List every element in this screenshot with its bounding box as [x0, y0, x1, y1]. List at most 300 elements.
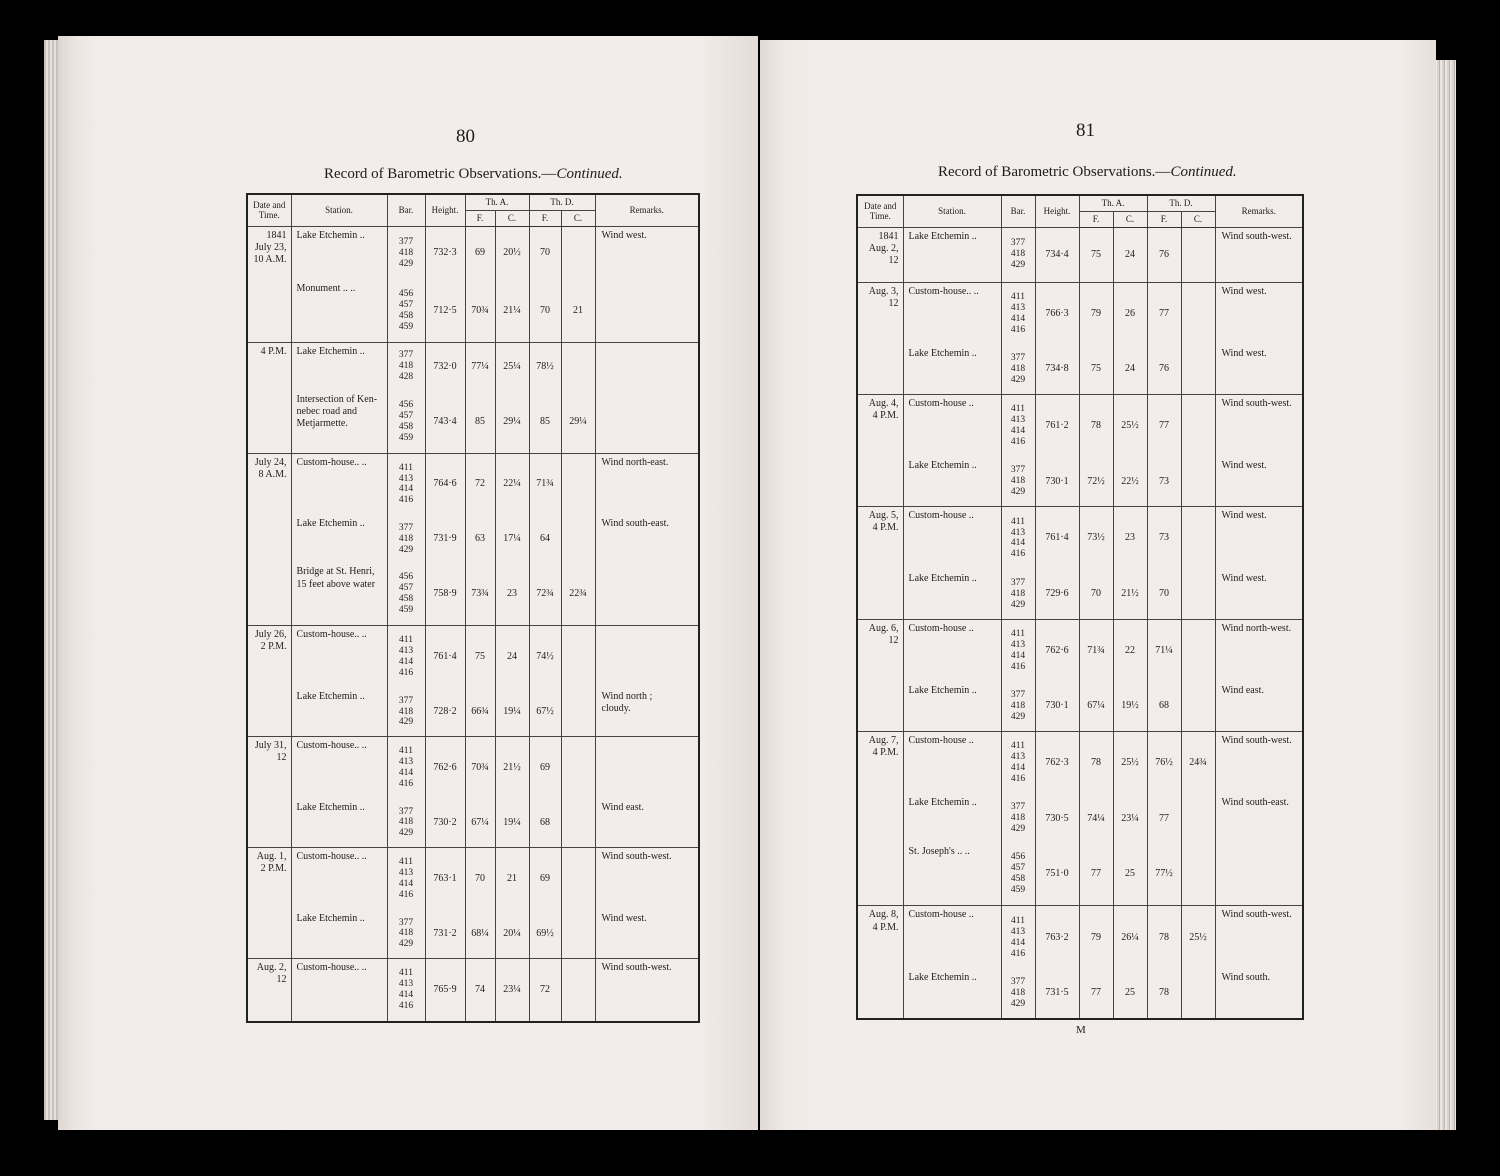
- table-row: [857, 282, 1303, 345]
- remarks-cell: Wind west.: [1215, 345, 1303, 394]
- header-th-d-f: F.: [1147, 211, 1181, 227]
- remarks-cell: Wind south-west.: [1215, 227, 1303, 282]
- th-d-f-cell: 70: [529, 280, 561, 342]
- date-cell: [247, 515, 291, 563]
- remarks-cell: Wind north ; cloudy.: [595, 688, 699, 737]
- date-cell: [857, 345, 903, 394]
- th-a-f-cell: 77: [1079, 969, 1113, 1019]
- station-cell: Custom-house ..: [903, 394, 1001, 457]
- bar-cell: 411 413 414 416: [387, 848, 425, 910]
- th-a-c-cell: 25¼: [495, 342, 529, 391]
- height-cell: 729·6: [1035, 570, 1079, 619]
- th-a-c-cell: 22¼: [495, 453, 529, 515]
- th-a-f-cell: 74¼: [1079, 794, 1113, 843]
- th-d-f-cell: 71¾: [529, 453, 561, 515]
- th-d-c-cell: [1181, 457, 1215, 506]
- height-cell: 732·3: [425, 226, 465, 279]
- date-cell: July 26, 2 P.M.: [247, 626, 291, 688]
- bar-cell: 377 418 429: [1001, 969, 1035, 1019]
- date-cell: [247, 910, 291, 959]
- header-th-d: Th. D.: [1147, 195, 1215, 211]
- page-number: 80: [456, 126, 475, 147]
- height-cell: 730·1: [1035, 457, 1079, 506]
- table-row: [247, 391, 699, 453]
- height-cell: 761·4: [1035, 507, 1079, 570]
- table-row: [857, 345, 1303, 394]
- remarks-cell: Wind north-east.: [595, 453, 699, 515]
- th-d-c-cell: 25½: [1181, 906, 1215, 969]
- page-title-italic: Continued.: [1170, 164, 1237, 180]
- date-cell: Aug. 1, 2 P.M.: [247, 848, 291, 910]
- remarks-cell: Wind east.: [1215, 682, 1303, 731]
- th-d-f-cell: 74½: [529, 626, 561, 688]
- station-cell: Custom-house ..: [903, 731, 1001, 794]
- bar-cell: 377 418 429: [1001, 457, 1035, 506]
- th-a-c-cell: 21¼: [495, 280, 529, 342]
- th-d-f-cell: 78: [1147, 969, 1181, 1019]
- th-a-c-cell: 25½: [1113, 394, 1147, 457]
- bar-cell: 456 457 458 459: [387, 391, 425, 453]
- th-a-f-cell: 75: [1079, 227, 1113, 282]
- station-cell: Custom-house.. ..: [903, 282, 1001, 345]
- th-d-f-cell: 76: [1147, 227, 1181, 282]
- date-cell: Aug. 3, 12: [857, 282, 903, 345]
- bar-cell: 411 413 414 416: [387, 453, 425, 515]
- th-d-c-cell: [1181, 282, 1215, 345]
- station-cell: Custom-house ..: [903, 906, 1001, 969]
- th-a-f-cell: 67¼: [1079, 682, 1113, 731]
- station-cell: Custom-house ..: [903, 619, 1001, 682]
- th-a-f-cell: 73½: [1079, 507, 1113, 570]
- table-row: [247, 280, 699, 342]
- height-cell: 731·9: [425, 515, 465, 563]
- th-d-f-cell: 64: [529, 515, 561, 563]
- th-d-c-cell: [1181, 619, 1215, 682]
- remarks-cell: [595, 737, 699, 799]
- th-d-f-cell: 72¾: [529, 563, 561, 625]
- th-d-c-cell: [1181, 682, 1215, 731]
- bar-cell: 456 457 458 459: [387, 563, 425, 625]
- th-a-f-cell: 78: [1079, 394, 1113, 457]
- height-cell: 734·8: [1035, 345, 1079, 394]
- header-remarks: Remarks.: [1215, 195, 1303, 227]
- page-title-italic: Continued.: [556, 166, 623, 182]
- height-cell: 761·4: [425, 626, 465, 688]
- table-row: [247, 848, 699, 910]
- th-d-f-cell: 67½: [529, 688, 561, 737]
- bar-cell: 377 418 429: [387, 688, 425, 737]
- th-a-c-cell: 17¼: [495, 515, 529, 563]
- table-row: [857, 227, 1303, 282]
- bar-cell: 456 457 458 459: [1001, 843, 1035, 906]
- station-cell: Custom-house.. ..: [291, 737, 387, 799]
- th-a-c-cell: 29¼: [495, 391, 529, 453]
- th-a-c-cell: 22: [1113, 619, 1147, 682]
- date-cell: Aug. 2, 12: [247, 958, 291, 1022]
- bar-cell: 411 413 414 416: [1001, 731, 1035, 794]
- th-a-c-cell: 23¼: [1113, 794, 1147, 843]
- th-d-c-cell: 22¾: [561, 563, 595, 625]
- th-a-c-cell: 19¼: [495, 799, 529, 848]
- station-cell: Monument .. ..: [291, 280, 387, 342]
- bar-cell: 411 413 414 416: [1001, 394, 1035, 457]
- date-cell: [857, 969, 903, 1019]
- page-title: [938, 164, 1237, 181]
- remarks-cell: Wind south-west.: [595, 958, 699, 1022]
- station-cell: Lake Etchemin ..: [903, 682, 1001, 731]
- station-cell: Custom-house.. ..: [291, 626, 387, 688]
- station-cell: Lake Etchemin ..: [291, 226, 387, 279]
- station-cell: Custom-house.. ..: [291, 453, 387, 515]
- th-d-f-cell: 85: [529, 391, 561, 453]
- header-station: Station.: [291, 194, 387, 226]
- height-cell: 763·2: [1035, 906, 1079, 969]
- remarks-cell: Wind south-west.: [1215, 906, 1303, 969]
- table-row: [857, 794, 1303, 843]
- header-th-d-f: F.: [529, 210, 561, 226]
- table-row: [247, 910, 699, 959]
- th-d-f-cell: 77: [1147, 282, 1181, 345]
- observation-table: [246, 193, 700, 1023]
- th-a-c-cell: 21½: [495, 737, 529, 799]
- height-cell: 731·5: [1035, 969, 1079, 1019]
- table-row: [857, 457, 1303, 506]
- station-cell: Bridge at St. Henri, 15 feet above water: [291, 563, 387, 625]
- th-a-c-cell: 24: [495, 626, 529, 688]
- station-cell: Intersection of Ken- nebec road and Metjarmette.: [291, 391, 387, 453]
- table-row: [857, 570, 1303, 619]
- th-d-c-cell: 21: [561, 280, 595, 342]
- th-a-f-cell: 63: [465, 515, 495, 563]
- date-cell: July 31, 12: [247, 737, 291, 799]
- th-d-f-cell: 70: [529, 226, 561, 279]
- remarks-cell: Wind west.: [1215, 570, 1303, 619]
- header-bar: Bar.: [387, 194, 425, 226]
- header-th-d: Th. D.: [529, 194, 595, 210]
- date-cell: [857, 843, 903, 906]
- left-page: [58, 36, 758, 1130]
- table-row: [247, 626, 699, 688]
- table-row: [247, 737, 699, 799]
- bar-cell: 377 418 429: [387, 910, 425, 959]
- th-d-f-cell: 78: [1147, 906, 1181, 969]
- th-a-c-cell: 25: [1113, 969, 1147, 1019]
- date-cell: 1841 July 23, 10 A.M.: [247, 226, 291, 279]
- th-d-c-cell: 24¾: [1181, 731, 1215, 794]
- th-a-c-cell: 21: [495, 848, 529, 910]
- th-d-c-cell: [561, 848, 595, 910]
- table-row: [857, 969, 1303, 1019]
- th-a-c-cell: 24: [1113, 227, 1147, 282]
- date-cell: [247, 280, 291, 342]
- th-a-f-cell: 66¾: [465, 688, 495, 737]
- th-a-c-cell: 26¼: [1113, 906, 1147, 969]
- date-cell: [857, 457, 903, 506]
- table-row: [247, 226, 699, 279]
- bar-cell: 411 413 414 416: [1001, 507, 1035, 570]
- page-title: [324, 166, 623, 183]
- bar-cell: 456 457 458 459: [387, 280, 425, 342]
- th-a-c-cell: 19½: [1113, 682, 1147, 731]
- bar-cell: 411 413 414 416: [1001, 619, 1035, 682]
- bar-cell: 411 413 414 416: [387, 737, 425, 799]
- th-a-f-cell: 75: [465, 626, 495, 688]
- table-row: [857, 906, 1303, 969]
- th-d-c-cell: [1181, 969, 1215, 1019]
- remarks-cell: Wind west.: [595, 226, 699, 279]
- th-a-f-cell: 77: [1079, 843, 1113, 906]
- table-row: [247, 799, 699, 848]
- th-a-c-cell: 20¼: [495, 910, 529, 959]
- date-cell: Aug. 7, 4 P.M.: [857, 731, 903, 794]
- header-th-a-c: C.: [1113, 211, 1147, 227]
- table-row: [247, 453, 699, 515]
- table-row: [857, 843, 1303, 906]
- th-d-c-cell: [561, 226, 595, 279]
- station-cell: Custom-house.. ..: [291, 958, 387, 1022]
- th-d-c-cell: [561, 799, 595, 848]
- page-number: 81: [1076, 120, 1095, 141]
- date-cell: Aug. 4, 4 P.M.: [857, 394, 903, 457]
- station-cell: Lake Etchemin ..: [903, 969, 1001, 1019]
- th-a-c-cell: 24: [1113, 345, 1147, 394]
- header-th-d-c: C.: [1181, 211, 1215, 227]
- th-a-f-cell: 75: [1079, 345, 1113, 394]
- th-a-c-cell: 23: [1113, 507, 1147, 570]
- height-cell: 728·2: [425, 688, 465, 737]
- date-cell: [857, 570, 903, 619]
- height-cell: 766·3: [1035, 282, 1079, 345]
- th-d-c-cell: [1181, 794, 1215, 843]
- station-cell: Lake Etchemin ..: [903, 227, 1001, 282]
- date-cell: [247, 688, 291, 737]
- page-title-text: Record of Barometric Observations.—: [324, 166, 557, 182]
- remarks-cell: Wind south-east.: [595, 515, 699, 563]
- table-row: [857, 394, 1303, 457]
- table-row: [247, 958, 699, 1022]
- station-cell: Custom-house.. ..: [291, 848, 387, 910]
- remarks-cell: Wind south-west.: [595, 848, 699, 910]
- bar-cell: 377 418 429: [1001, 345, 1035, 394]
- th-a-f-cell: 71¾: [1079, 619, 1113, 682]
- th-d-f-cell: 73: [1147, 507, 1181, 570]
- date-cell: [247, 391, 291, 453]
- height-cell: 730·5: [1035, 794, 1079, 843]
- date-cell: 4 P.M.: [247, 342, 291, 391]
- th-d-c-cell: [1181, 227, 1215, 282]
- date-cell: Aug. 5, 4 P.M.: [857, 507, 903, 570]
- table-row: [247, 688, 699, 737]
- th-a-c-cell: 21½: [1113, 570, 1147, 619]
- station-cell: Lake Etchemin ..: [291, 910, 387, 959]
- th-d-c-cell: [561, 626, 595, 688]
- th-a-f-cell: 73¾: [465, 563, 495, 625]
- height-cell: 712·5: [425, 280, 465, 342]
- th-d-c-cell: [561, 910, 595, 959]
- table-row: [857, 731, 1303, 794]
- station-cell: St. Joseph's .. ..: [903, 843, 1001, 906]
- date-cell: 1841 Aug. 2, 12: [857, 227, 903, 282]
- th-d-f-cell: 76½: [1147, 731, 1181, 794]
- th-d-f-cell: 69: [529, 848, 561, 910]
- th-d-f-cell: 77: [1147, 394, 1181, 457]
- right-page: [760, 40, 1436, 1130]
- remarks-cell: Wind south.: [1215, 969, 1303, 1019]
- height-cell: 758·9: [425, 563, 465, 625]
- th-a-f-cell: 67¼: [465, 799, 495, 848]
- th-d-c-cell: [561, 453, 595, 515]
- table-row: [247, 563, 699, 625]
- th-d-f-cell: 68: [1147, 682, 1181, 731]
- bar-cell: 377 418 429: [1001, 682, 1035, 731]
- th-d-f-cell: 68: [529, 799, 561, 848]
- height-cell: 731·2: [425, 910, 465, 959]
- remarks-cell: Wind west.: [1215, 457, 1303, 506]
- station-cell: Custom-house ..: [903, 507, 1001, 570]
- th-a-f-cell: 74: [465, 958, 495, 1022]
- bar-cell: 377 418 428: [387, 342, 425, 391]
- bar-cell: 377 418 429: [1001, 570, 1035, 619]
- th-a-f-cell: 79: [1079, 282, 1113, 345]
- th-d-f-cell: 71¼: [1147, 619, 1181, 682]
- th-a-f-cell: 72: [465, 453, 495, 515]
- th-a-f-cell: 85: [465, 391, 495, 453]
- th-a-c-cell: 19¼: [495, 688, 529, 737]
- th-a-f-cell: 70: [465, 848, 495, 910]
- bar-cell: 411 413 414 416: [1001, 906, 1035, 969]
- header-th-a: Th. A.: [465, 194, 529, 210]
- th-d-f-cell: 76: [1147, 345, 1181, 394]
- header-height: Height.: [1035, 195, 1079, 227]
- th-d-f-cell: 77½: [1147, 843, 1181, 906]
- height-cell: 743·4: [425, 391, 465, 453]
- signature-mark: M: [1076, 1024, 1086, 1036]
- th-a-f-cell: 70¾: [465, 737, 495, 799]
- th-a-c-cell: 25½: [1113, 731, 1147, 794]
- height-cell: 730·2: [425, 799, 465, 848]
- th-d-f-cell: 70: [1147, 570, 1181, 619]
- header-date-time: Date and Time.: [857, 195, 903, 227]
- th-a-f-cell: 69: [465, 226, 495, 279]
- remarks-cell: [1215, 843, 1303, 906]
- th-d-c-cell: [561, 342, 595, 391]
- th-d-f-cell: 77: [1147, 794, 1181, 843]
- header-th-a-f: F.: [465, 210, 495, 226]
- header-th-a-f: F.: [1079, 211, 1113, 227]
- th-a-c-cell: 26: [1113, 282, 1147, 345]
- table-row: [857, 507, 1303, 570]
- height-cell: 762·6: [1035, 619, 1079, 682]
- remarks-cell: Wind west.: [595, 910, 699, 959]
- height-cell: 764·6: [425, 453, 465, 515]
- bar-cell: 411 413 414 416: [1001, 282, 1035, 345]
- table-row: [857, 619, 1303, 682]
- th-d-c-cell: [561, 515, 595, 563]
- th-d-c-cell: [561, 958, 595, 1022]
- height-cell: 751·0: [1035, 843, 1079, 906]
- th-a-f-cell: 79: [1079, 906, 1113, 969]
- date-cell: Aug. 6, 12: [857, 619, 903, 682]
- page-title-text: Record of Barometric Observations.—: [938, 164, 1171, 180]
- th-d-f-cell: 73: [1147, 457, 1181, 506]
- header-date-time: Date and Time.: [247, 194, 291, 226]
- date-cell: Aug. 8, 4 P.M.: [857, 906, 903, 969]
- th-a-f-cell: 77¼: [465, 342, 495, 391]
- remarks-cell: Wind west.: [1215, 507, 1303, 570]
- header-th-a: Th. A.: [1079, 195, 1147, 211]
- bar-cell: 411 413 414 416: [387, 958, 425, 1022]
- station-cell: Lake Etchemin ..: [291, 688, 387, 737]
- remarks-cell: Wind north-west.: [1215, 619, 1303, 682]
- th-d-c-cell: [1181, 507, 1215, 570]
- date-cell: July 24, 8 A.M.: [247, 453, 291, 515]
- th-a-c-cell: 25: [1113, 843, 1147, 906]
- remarks-cell: Wind east.: [595, 799, 699, 848]
- bar-cell: 377 418 429: [387, 226, 425, 279]
- date-cell: [857, 682, 903, 731]
- height-cell: 762·3: [1035, 731, 1079, 794]
- th-d-c-cell: [561, 737, 595, 799]
- remarks-cell: Wind west.: [1215, 282, 1303, 345]
- th-a-f-cell: 78: [1079, 731, 1113, 794]
- height-cell: 762·6: [425, 737, 465, 799]
- header-th-a-c: C.: [495, 210, 529, 226]
- bar-cell: 377 418 429: [1001, 794, 1035, 843]
- remarks-cell: Wind south-west.: [1215, 394, 1303, 457]
- th-d-c-cell: [561, 688, 595, 737]
- th-a-f-cell: 68¼: [465, 910, 495, 959]
- th-a-f-cell: 70: [1079, 570, 1113, 619]
- height-cell: 765·9: [425, 958, 465, 1022]
- header-th-d-c: C.: [561, 210, 595, 226]
- station-cell: Lake Etchemin ..: [903, 457, 1001, 506]
- th-a-c-cell: 23: [495, 563, 529, 625]
- height-cell: 763·1: [425, 848, 465, 910]
- header-height: Height.: [425, 194, 465, 226]
- th-d-f-cell: 69: [529, 737, 561, 799]
- bar-cell: 377 418 429: [1001, 227, 1035, 282]
- remarks-cell: Wind south-west.: [1215, 731, 1303, 794]
- date-cell: [247, 563, 291, 625]
- height-cell: 730·1: [1035, 682, 1079, 731]
- observation-table: [856, 194, 1304, 1020]
- date-cell: [857, 794, 903, 843]
- remarks-cell: [595, 626, 699, 688]
- height-cell: 734·4: [1035, 227, 1079, 282]
- th-d-f-cell: 72: [529, 958, 561, 1022]
- station-cell: Lake Etchemin ..: [291, 799, 387, 848]
- remarks-cell: [595, 342, 699, 391]
- header-station: Station.: [903, 195, 1001, 227]
- th-a-c-cell: 23¼: [495, 958, 529, 1022]
- station-cell: Lake Etchemin ..: [291, 515, 387, 563]
- remarks-cell: [595, 563, 699, 625]
- th-a-f-cell: 70¾: [465, 280, 495, 342]
- th-d-c-cell: [1181, 394, 1215, 457]
- bar-cell: 377 418 429: [387, 799, 425, 848]
- header-remarks: Remarks.: [595, 194, 699, 226]
- th-d-f-cell: 69½: [529, 910, 561, 959]
- remarks-cell: [595, 280, 699, 342]
- station-cell: Lake Etchemin ..: [903, 570, 1001, 619]
- th-a-f-cell: 72½: [1079, 457, 1113, 506]
- header-bar: Bar.: [1001, 195, 1035, 227]
- table-row: [857, 682, 1303, 731]
- th-d-c-cell: [1181, 345, 1215, 394]
- th-a-c-cell: 22½: [1113, 457, 1147, 506]
- bar-cell: 377 418 429: [387, 515, 425, 563]
- table-row: [247, 342, 699, 391]
